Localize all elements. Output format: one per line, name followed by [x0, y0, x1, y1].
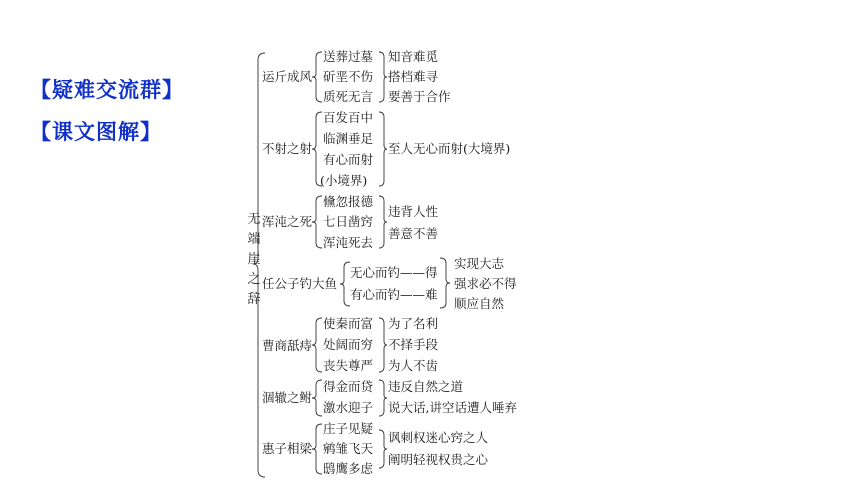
group-item: 激水迎子	[323, 400, 374, 415]
group-result: 善意不善	[388, 226, 439, 241]
group-result: 不择手段	[388, 337, 439, 352]
group-item: 鸱鹰多虑	[323, 461, 374, 476]
group-name-yunjinchengfeng: 运斤成风	[262, 69, 313, 84]
root-char: 崖	[247, 252, 261, 267]
group-item: 临渊垂足	[323, 131, 374, 146]
group-item: 庄子见疑	[323, 421, 374, 436]
brace-g6-items	[312, 380, 322, 416]
root-char: 无	[247, 212, 261, 227]
group-result: 说大话,讲空话遭人唾弃	[388, 400, 517, 415]
group-item: 使秦而富	[323, 316, 374, 331]
group-result: 至人无心而射(大境界)	[388, 141, 511, 156]
group-item: 丧失尊严	[323, 358, 374, 373]
group-item: 七日凿窍	[323, 214, 374, 229]
group-item: 斫垩不伤	[323, 69, 374, 84]
group-item: 得金而贷	[323, 379, 374, 394]
group-result: 为人不齿	[388, 358, 439, 373]
group-name-hezhezhifu: 涸辙之鲋	[262, 390, 313, 405]
group-item: 无心而钓——得	[350, 265, 438, 280]
brace-g3-items	[312, 196, 322, 248]
root-char: 辞	[247, 292, 261, 307]
group-result: 搭档难寻	[388, 69, 439, 84]
group-item: 处阔而穷	[323, 337, 374, 352]
group-item: 儵忽报德	[323, 194, 374, 209]
group-result: 知音难觅	[388, 49, 439, 64]
brace-g5-results	[379, 318, 387, 372]
brace-g3-results	[379, 196, 387, 248]
group-result: 实现大志	[454, 256, 505, 271]
brace-g4-results	[440, 258, 450, 308]
group-result: 讽刺权迷心窍之人	[388, 430, 489, 445]
group-name-busheizhishe: 不射之射	[262, 141, 313, 156]
brace-g2-results	[379, 112, 387, 186]
group-item: 有心而射	[323, 152, 374, 167]
brace-g1-results	[379, 52, 387, 102]
brace-g4-items	[340, 262, 350, 306]
group-name-huizixiangliang: 惠子相梁	[262, 441, 313, 456]
group-name-hundunzhisi: 浑沌之死	[262, 214, 313, 229]
group-result: 阐明轻视权贵之心	[388, 452, 489, 467]
group-result: 要善于合作	[388, 89, 451, 104]
group-result: 违反自然之道	[388, 379, 464, 394]
group-result: 顺应自然	[454, 296, 505, 311]
group-result: 为了名利	[388, 316, 439, 331]
root-char: 端	[247, 232, 261, 247]
group-item: 送葬过墓	[323, 49, 374, 64]
group-item: 百发百中	[323, 110, 374, 125]
group-item: 鹓雏飞天	[323, 441, 374, 456]
heading-text-diagram: 【课文图解】	[30, 120, 162, 144]
group-item: 质死无言	[323, 89, 374, 104]
group-name-caoshangshizhi: 曹商舐痔	[262, 338, 313, 353]
brace-g5-items	[312, 318, 322, 372]
group-result: 强求必不得	[454, 276, 517, 291]
group-result: 违背人性	[388, 204, 439, 219]
group-item: (小境界)	[320, 173, 368, 188]
group-name-rengongzi: 任公子钓大鱼	[262, 276, 338, 291]
root-label	[246, 210, 262, 310]
heading-discussion: 【疑难交流群】	[30, 78, 184, 102]
brace-g1-items	[312, 52, 322, 102]
brace-g7-results	[379, 430, 387, 468]
root-char: 之	[247, 272, 261, 287]
group-item: 浑沌死去	[323, 235, 374, 250]
brace-g7-items	[312, 424, 322, 474]
brace-g6-results	[379, 380, 387, 416]
group-item: 有心而钓——难	[350, 287, 438, 302]
